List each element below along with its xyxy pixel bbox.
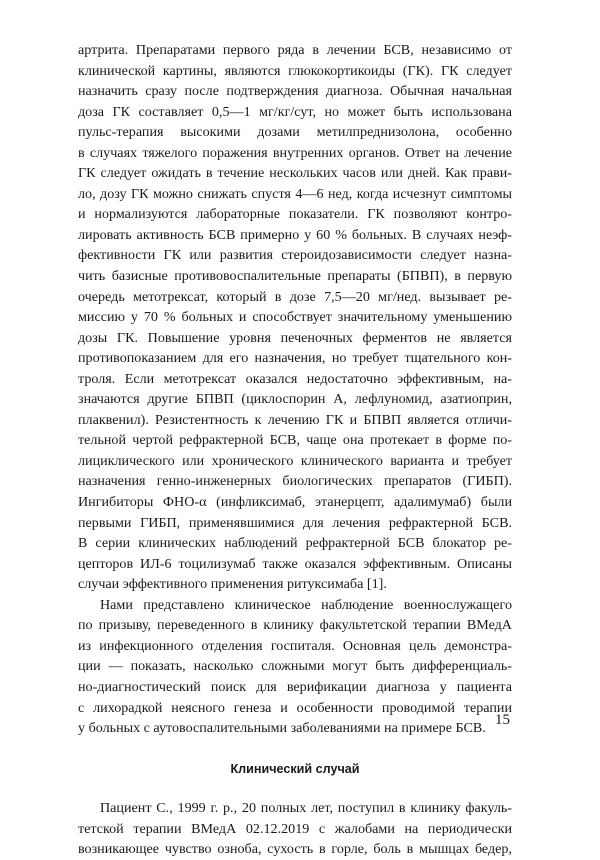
page-number: 15 [495, 712, 510, 728]
text-line: назначения генно-инженерных биологических препаратов (ГИБП). [78, 473, 512, 490]
text-line: Ингибиторы ФНО-α (инфликсимаб, этанерцепт, адалимумаб) были [78, 494, 512, 511]
section-heading: Клинический случай [230, 761, 360, 776]
text-line: дозы ГК. Повышение уровня печеночных ферментов не является [78, 329, 512, 346]
text-line: противопоказанием для его назначения, но требует тщательного кон- [78, 350, 512, 367]
text-line: лициклического или хронического клинического варианта и требует [78, 452, 512, 469]
text-line: Пациент С., 1999 г. р., 20 полных лет, поступил в клинику факуль- [100, 800, 512, 817]
text-line: но-диагностический поиск для верификации диагноза у пациента [78, 678, 512, 695]
text-line: тетской терапии ВМедА 02.12.2019 с жалобами на периодически [78, 820, 512, 837]
paragraph-case-intro [78, 595, 512, 739]
text-line: в случаях тяжелого поражения внутренних органов. Ответ на лечение [78, 144, 512, 161]
text-line: из инфекционного отделения госпиталя. Основная цель демонстра- [78, 637, 512, 654]
text-line: значаются другие БПВП (циклоспорин А, лефлуномид, азатиоприн, [78, 391, 512, 408]
body-text [78, 40, 512, 860]
text-line: Нами представлено клиническое наблюдение военнослужащего [100, 596, 512, 613]
text-line: плаквенил). Резистентность к лечению ГК и БПВП является отличи- [78, 411, 512, 428]
text-line: ло, дозу ГК можно снижать спустя 4—6 нед, когда исчезнут симптомы [78, 185, 512, 202]
text-line: фективности ГК или развития стероидозависимости следует назна- [78, 247, 512, 264]
text-line: по призыву, переведенного в клинику факультетской терапии ВМедА [78, 617, 512, 634]
text-line: чить базисные противовоспалительные препараты (БПВП), в первую [78, 268, 512, 285]
text-line: возникающее чувство озноба, сухость в горле, боль в мышцах бедер, [78, 841, 512, 858]
text-line: первыми ГИБП, применявшимися для лечения рефрактерной БСВ. [78, 514, 512, 531]
text-line: и нормализуются лабораторные показатели. ГК позволяют контро- [78, 206, 512, 223]
text-line: артрита. Препаратами первого ряда в лечении БСВ, независимо от [78, 42, 512, 58]
text-line: В серии клинических наблюдений рефрактерной БСВ блокатор ре- [78, 535, 512, 552]
text-line: назначить сразу после подтверждения диагноза. Обычная начальная [78, 83, 512, 100]
text-line: у больных с аутовоспалительными заболеваниями на примере БСВ. [78, 720, 486, 737]
text-line: доза ГК составляет 0,5—1 мг/кг/сут, но может быть использована [78, 103, 512, 120]
text-line: очередь метотрексат, который в дозе 7,5—20 мг/нед. вызывает ре- [78, 288, 512, 305]
text-line: миссию у 70 % больных и способствует значительному уменьшению [78, 309, 512, 326]
text-line: ГК следует ожидать в течение нескольких часов или дней. Как прави- [78, 165, 512, 182]
text-line: цепторов ИЛ-6 тоцилизумаб также оказался эффективным. Описаны [78, 555, 512, 572]
text-line: клинической картины, являются глюкокортикоиды (ГК). ГК следует [78, 62, 512, 79]
text-line: пульс-терапия высокими дозами метилпреднизолона, особенно [78, 124, 512, 141]
text-line: ции — показать, насколько сложными могут быть дифференциаль- [78, 658, 512, 675]
text-line: лировать активность БСВ примерно у 60 % больных. В случаях неэф- [78, 226, 512, 243]
text-line: с лихорадкой неясного генеза и особенности проводимой терапии [78, 699, 512, 716]
paragraph-patient [78, 798, 512, 860]
text-line: случаи эффективного применения ритуксимаба [1]. [78, 576, 387, 593]
paragraph-treatment [78, 40, 512, 595]
text-line: тельной чертой рефрактерной БСВ, чаще она протекает в форме по- [78, 432, 512, 449]
text-line: троля. Если метотрексат оказался недостаточно эффективным, на- [78, 370, 512, 387]
